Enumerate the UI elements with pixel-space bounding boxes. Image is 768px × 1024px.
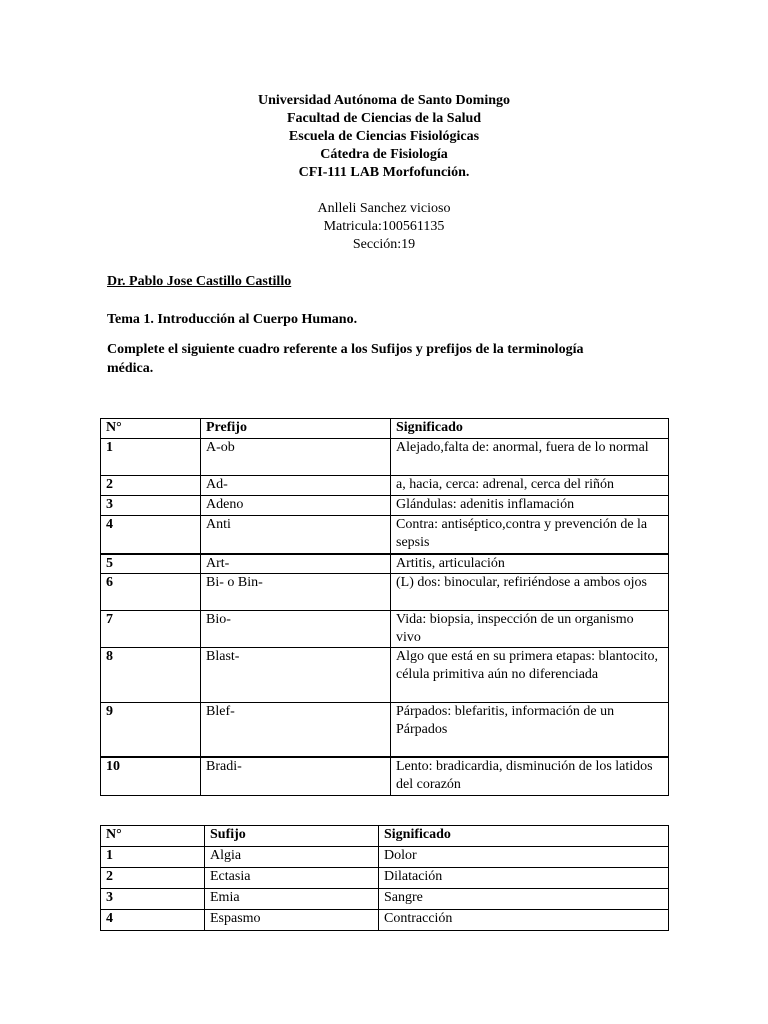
header-prefix: Prefijo bbox=[201, 419, 391, 439]
instruction-line-2: médica. bbox=[107, 361, 154, 376]
row-meaning: Dolor bbox=[379, 847, 669, 868]
row-number: 6 bbox=[101, 574, 201, 611]
prefix-table bbox=[100, 418, 669, 796]
row-number: 4 bbox=[101, 910, 205, 931]
student-matricula: Matricula:100561135 bbox=[323, 219, 445, 234]
row-meaning: Vida: biopsia, inspección de un organismo vivo bbox=[391, 611, 669, 648]
faculty-name: Facultad de Ciencias de la Salud bbox=[286, 111, 482, 126]
row-meaning: Algo que está en su primera etapas: blantocito, célula primitiva aún no diferenciada bbox=[391, 648, 669, 703]
school-name: Escuela de Ciencias Fisiológicas bbox=[288, 129, 480, 144]
row-meaning: Párpados: blefaritis, información de un Párpados bbox=[391, 703, 669, 757]
row-number: 1 bbox=[101, 439, 201, 476]
chair-name: Cátedra de Fisiología bbox=[320, 147, 448, 162]
row-number: 8 bbox=[101, 648, 201, 703]
header-meaning: Significado bbox=[391, 419, 669, 439]
topic-title: Tema 1. Introducción al Cuerpo Humano. bbox=[107, 312, 358, 327]
row-number: 5 bbox=[101, 554, 201, 574]
row-prefix: Bradi- bbox=[201, 757, 391, 796]
row-suffix: Ectasia bbox=[205, 868, 379, 889]
row-prefix: Art- bbox=[201, 554, 391, 574]
table-row bbox=[101, 439, 669, 476]
row-prefix: Bi- o Bin- bbox=[201, 574, 391, 611]
row-meaning: a, hacia, cerca: adrenal, cerca del riñón bbox=[391, 476, 669, 496]
header-suffix: Sufijo bbox=[205, 826, 379, 847]
suffix-table bbox=[100, 825, 669, 931]
row-suffix: Algia bbox=[205, 847, 379, 868]
table-row bbox=[101, 703, 669, 757]
table-row bbox=[101, 847, 669, 868]
suffix-table-header bbox=[101, 826, 669, 847]
row-number: 10 bbox=[101, 757, 201, 796]
row-prefix: A-ob bbox=[201, 439, 391, 476]
table-row bbox=[101, 910, 669, 931]
table-row bbox=[101, 516, 669, 554]
professor-name: Dr. Pablo Jose Castillo Castillo bbox=[107, 274, 292, 289]
row-meaning: Artitis, articulación bbox=[391, 554, 669, 574]
header-meaning: Significado bbox=[379, 826, 669, 847]
table-row bbox=[101, 889, 669, 910]
prefix-table-header bbox=[101, 419, 669, 439]
table-row bbox=[101, 868, 669, 889]
row-meaning: Lento: bradicardia, disminución de los latidos del corazón bbox=[391, 757, 669, 796]
row-prefix: Blast- bbox=[201, 648, 391, 703]
row-meaning: Glándulas: adenitis inflamación bbox=[391, 496, 669, 516]
row-number: 3 bbox=[101, 496, 201, 516]
row-number: 2 bbox=[101, 868, 205, 889]
row-number: 3 bbox=[101, 889, 205, 910]
row-prefix: Blef- bbox=[201, 703, 391, 757]
row-meaning: Contra: antiséptico,contra y prevención de la sepsis bbox=[391, 516, 669, 554]
row-suffix: Emia bbox=[205, 889, 379, 910]
course-code: CFI-111 LAB Morfofunción. bbox=[298, 165, 470, 180]
row-prefix: Adeno bbox=[201, 496, 391, 516]
row-prefix: Anti bbox=[201, 516, 391, 554]
row-prefix: Ad- bbox=[201, 476, 391, 496]
row-number: 4 bbox=[101, 516, 201, 554]
student-name: Anlleli Sanchez vicioso bbox=[317, 201, 451, 216]
row-prefix: Bio- bbox=[201, 611, 391, 648]
table-row bbox=[101, 496, 669, 516]
row-meaning: Alejado,falta de: anormal, fuera de lo normal bbox=[391, 439, 669, 476]
student-section: Sección:19 bbox=[352, 237, 416, 252]
header-number: N° bbox=[101, 826, 205, 847]
row-number: 7 bbox=[101, 611, 201, 648]
instruction-text bbox=[107, 340, 667, 378]
header-number: N° bbox=[101, 419, 201, 439]
row-meaning: Dilatación bbox=[379, 868, 669, 889]
table-row bbox=[101, 554, 669, 574]
instruction-line-1: Complete el siguiente cuadro referente a los Sufijos y prefijos de la terminología bbox=[107, 342, 584, 357]
row-meaning: Contracción bbox=[379, 910, 669, 931]
table-row bbox=[101, 476, 669, 496]
table-row bbox=[101, 757, 669, 796]
row-number: 1 bbox=[101, 847, 205, 868]
university-name: Universidad Autónoma de Santo Domingo bbox=[257, 93, 511, 108]
row-number: 2 bbox=[101, 476, 201, 496]
row-meaning: Sangre bbox=[379, 889, 669, 910]
table-row bbox=[101, 611, 669, 648]
table-row bbox=[101, 574, 669, 611]
row-number: 9 bbox=[101, 703, 201, 757]
row-meaning: (L) dos: binocular, refiriéndose a ambos ojos bbox=[391, 574, 669, 611]
row-suffix: Espasmo bbox=[205, 910, 379, 931]
table-row bbox=[101, 648, 669, 703]
